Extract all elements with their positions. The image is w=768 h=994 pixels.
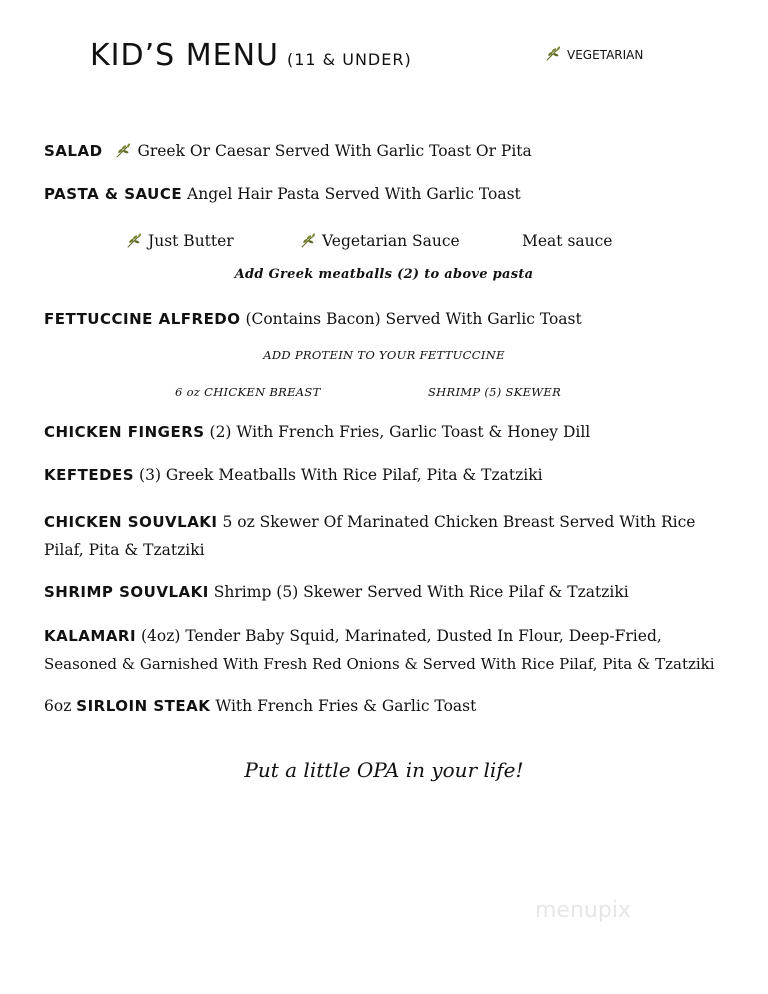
menu-item-alfredo (44, 305, 582, 333)
item-desc: (4oz) Tender Baby Squid, Marinated, Dusted In Flour, Deep-Fried, (136, 627, 662, 645)
vegetarian-legend (545, 44, 643, 62)
item-name: KEFTEDES (44, 466, 135, 484)
item-name: SIRLOIN STEAK (76, 697, 211, 715)
option-label: Meat sauce (522, 232, 613, 250)
leaf-icon (115, 141, 133, 159)
option-label: Just Butter (148, 232, 234, 250)
menu-item-chicken-fingers (44, 418, 590, 446)
item-desc: Shrimp (5) Skewer Served With Rice Pilaf & Tzatziki (208, 583, 629, 601)
item-desc: 5 oz Skewer Of Marinated Chicken Breast Served With Rice (217, 513, 696, 531)
option-label: Vegetarian Sauce (322, 232, 460, 250)
menu-item-pasta (44, 180, 521, 208)
leaf-icon (300, 231, 318, 249)
pasta-addon: Add Greek meatballs (2) to above pasta (234, 267, 534, 282)
item-desc: (2) With French Fries, Garlic Toast & Honey Dill (204, 423, 591, 441)
pasta-option-butter (126, 227, 234, 255)
alfredo-option-chicken: 6 oz CHICKEN BREAST (175, 385, 321, 399)
item-name: PASTA & SAUCE (44, 185, 183, 203)
alfredo-option-shrimp: SHRIMP (5) SKEWER (428, 385, 562, 399)
item-desc: Angel Hair Pasta Served With Garlic Toast (182, 185, 521, 203)
slogan: Put a little OPA in your life! (244, 758, 524, 782)
page-title (90, 38, 412, 73)
title-text: KID’S MENU (90, 38, 279, 73)
item-desc: With French Fries & Garlic Toast (210, 697, 477, 715)
alfredo-addon: ADD PROTEIN TO YOUR FETTUCCINE (263, 348, 505, 362)
item-desc: Greek Or Caesar Served With Garlic Toast Or Pita (137, 142, 532, 160)
item-desc: (Contains Bacon) Served With Garlic Toast (240, 310, 582, 328)
item-desc: (3) Greek Meatballs With Rice Pilaf, Pita & Tzatziki (134, 466, 543, 484)
menu-item-steak (44, 692, 476, 720)
menu-item-chicken-souvlaki (44, 508, 695, 536)
leaf-icon (545, 44, 563, 62)
item-name: KALAMARI (44, 627, 137, 645)
item-name: SALAD (44, 142, 103, 160)
item-prefix: 6oz (44, 697, 77, 715)
menu-item-salad (44, 137, 532, 165)
menu-item-chicken-souvlaki-cont: Pilaf, Pita & Tzatziki (44, 541, 205, 559)
vegetarian-legend-label: VEGETARIAN (567, 48, 644, 62)
leaf-icon (126, 231, 144, 249)
item-name: FETTUCCINE ALFREDO (44, 310, 241, 328)
menu-item-keftedes (44, 461, 543, 489)
menu-item-shrimp-souvlaki (44, 578, 629, 606)
menu-item-kalamari-cont: Seasoned & Garnished With Fresh Red Onions & Served With Rice Pilaf, Pita & Tzatziki (44, 655, 715, 673)
menu-item-kalamari (44, 622, 662, 650)
pasta-option-meat-sauce (522, 227, 612, 255)
pasta-option-veg-sauce (300, 227, 460, 255)
item-name: CHICKEN FINGERS (44, 423, 205, 441)
item-name: CHICKEN SOUVLAKI (44, 513, 218, 531)
watermark: menupix (535, 898, 631, 923)
title-subtitle: (11 & UNDER) (286, 50, 412, 69)
item-name: SHRIMP SOUVLAKI (44, 583, 209, 601)
